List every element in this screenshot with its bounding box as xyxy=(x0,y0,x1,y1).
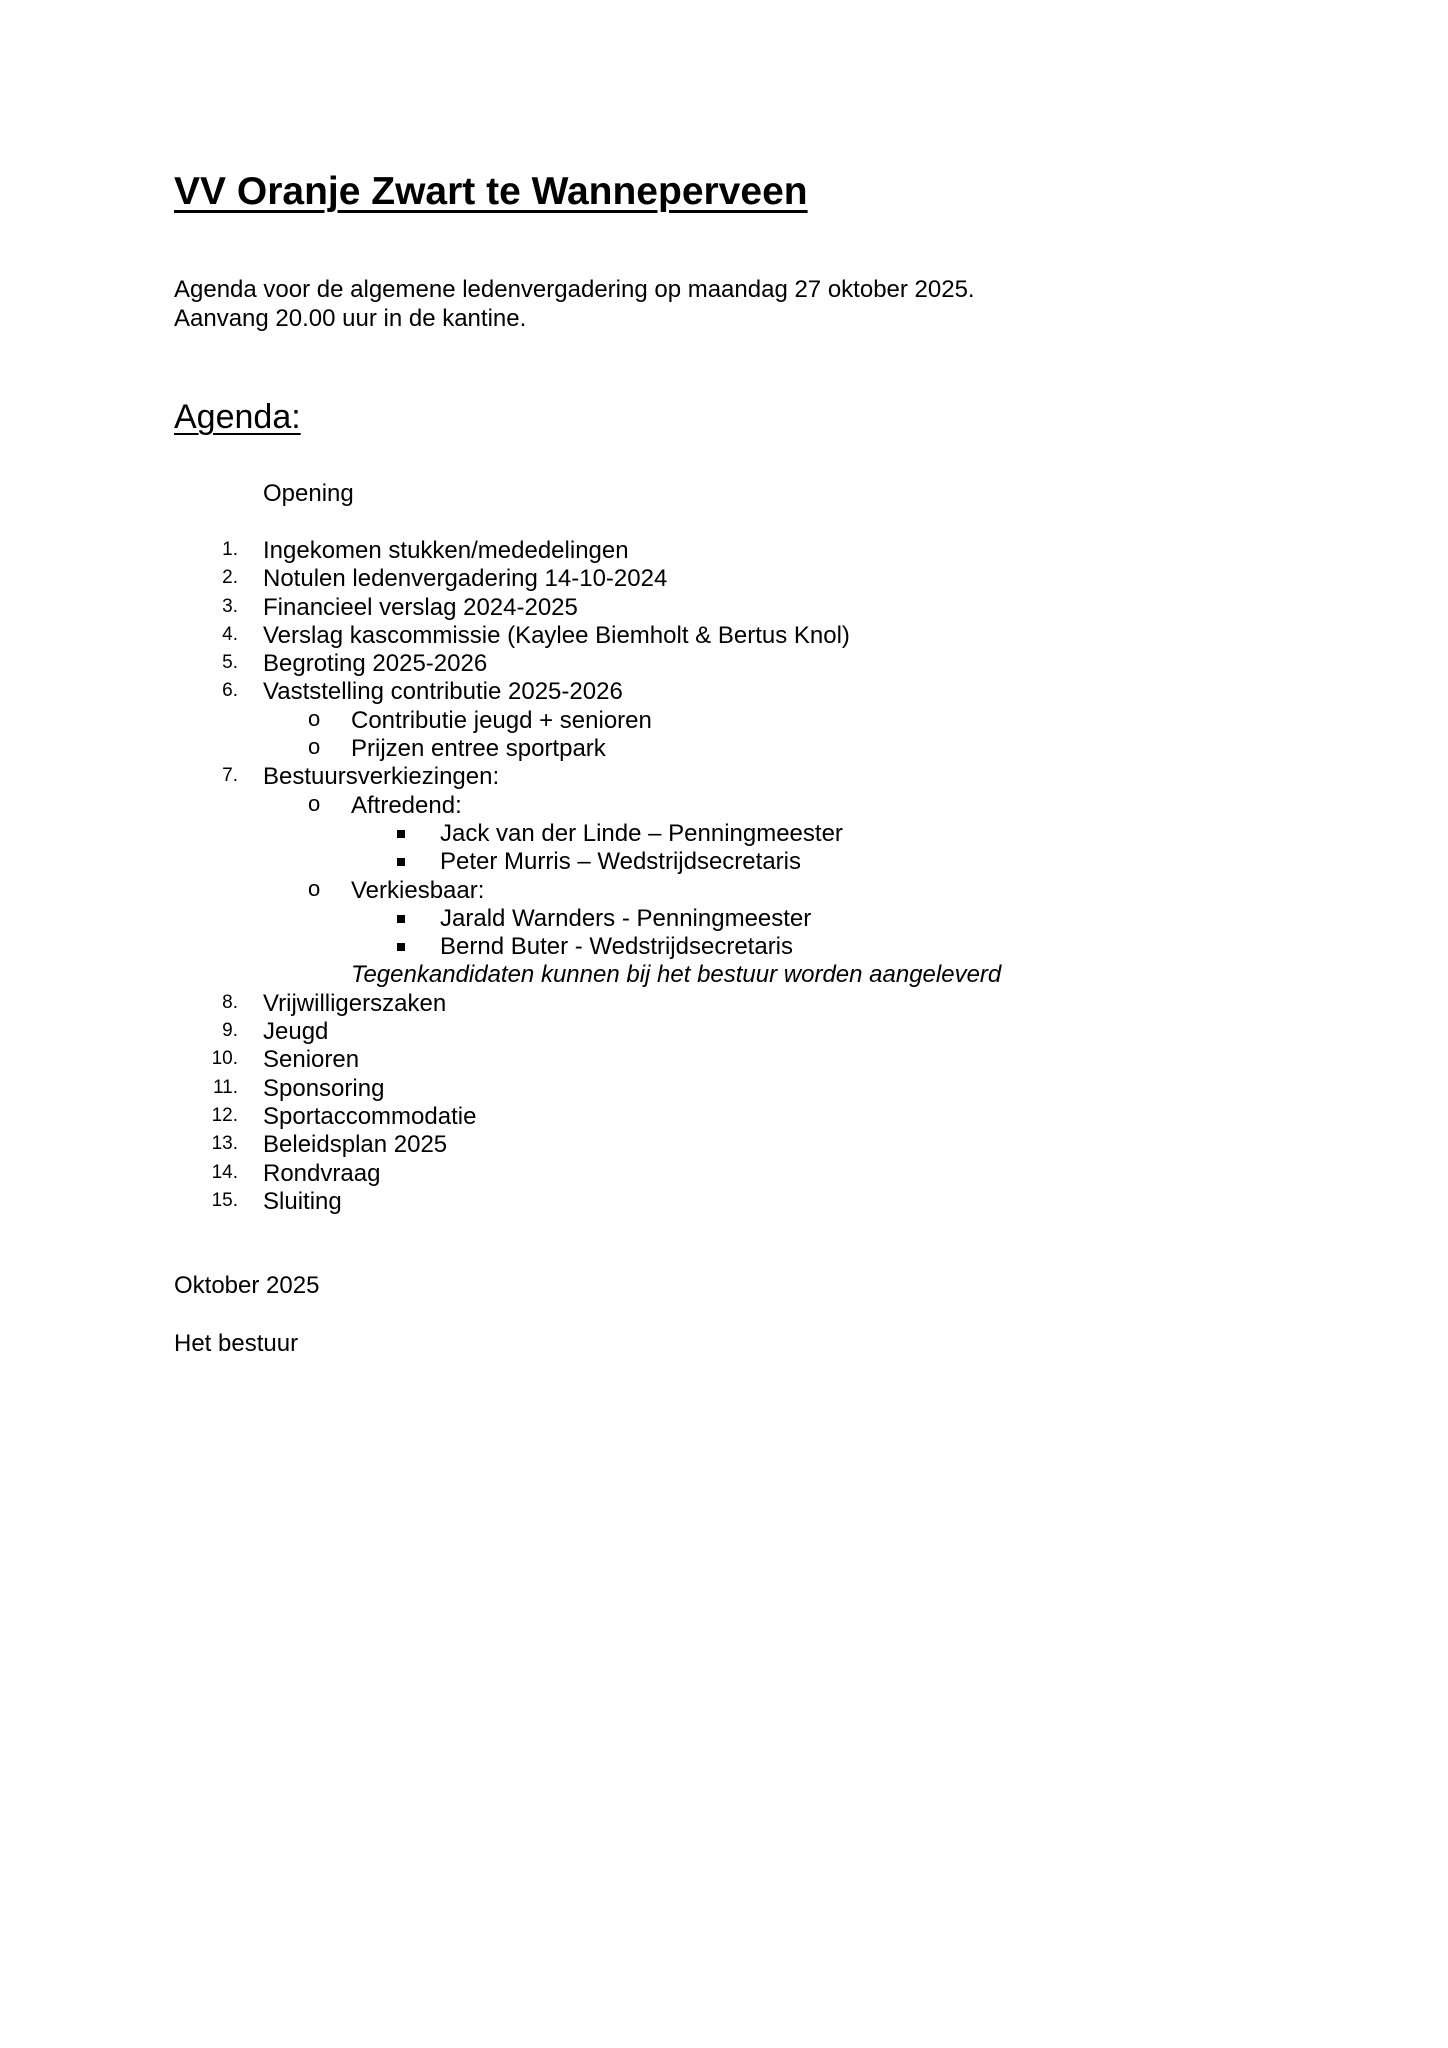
agenda-item-text: Financieel verslag 2024-2025 xyxy=(263,593,578,621)
footer-signature: Het bestuur xyxy=(174,1330,299,1357)
agenda-item-text: Ingekomen stukken/mededelingen xyxy=(263,537,629,564)
agenda-subitem-text: Contributie jeugd + senioren xyxy=(351,706,652,734)
agenda-item-number: 13. xyxy=(211,1133,238,1155)
circle-bullet-icon: o xyxy=(308,875,321,901)
candidate-text: Jarald Warnders - Penningmeester xyxy=(440,904,812,932)
agenda-item-text: Senioren xyxy=(263,1046,360,1074)
square-bullet-icon xyxy=(397,943,405,951)
candidate-text: Jack van der Linde – Penningmeester xyxy=(440,819,843,847)
agenda-item-number: 3. xyxy=(222,595,238,617)
agenda-item-number: 2. xyxy=(222,567,238,589)
agenda-item-text: Verslag kascommissie (Kaylee Biemholt & Bertus Knol) xyxy=(263,621,850,649)
agenda-item-text: Sponsoring xyxy=(263,1074,385,1102)
agenda-item-number: 1. xyxy=(222,539,238,560)
agenda-subitem-text: Prijzen entree sportpark xyxy=(351,735,606,763)
candidate-text: Bernd Buter - Wedstrijdsecretaris xyxy=(440,933,794,961)
agenda-subitem-text: Aftredend: xyxy=(351,791,462,819)
circle-bullet-icon: o xyxy=(308,734,321,760)
agenda-item-text: Notulen ledenvergadering 14-10-2024 xyxy=(263,565,668,593)
footer-date: Oktober 2025 xyxy=(174,1272,320,1299)
agenda-item-text: Vaststelling contributie 2025-2026 xyxy=(263,678,623,706)
intro-line-start-time: Aanvang 20.00 uur in de kantine. xyxy=(174,305,527,332)
agenda-item-number: 8. xyxy=(222,991,238,1013)
agenda-item-text: Beleidsplan 2025 xyxy=(263,1131,448,1159)
intro-line-meeting: Agenda voor de algemene ledenvergadering op maandag 27 oktober 2025. xyxy=(174,276,975,303)
agenda-item-text: Sluiting xyxy=(263,1187,342,1215)
square-bullet-icon xyxy=(397,858,405,866)
circle-bullet-icon: o xyxy=(308,705,321,731)
circle-bullet-icon: o xyxy=(308,790,321,816)
agenda-item-number: 10. xyxy=(211,1048,238,1070)
agenda-subitem-text: Verkiesbaar: xyxy=(351,876,485,904)
agenda-item-text: Bestuursverkiezingen: xyxy=(263,763,500,791)
agenda-item-number: 7. xyxy=(222,765,238,787)
square-bullet-icon xyxy=(397,830,405,838)
intro-block xyxy=(174,275,975,333)
agenda-item-number: 12. xyxy=(211,1104,238,1126)
agenda-item-text: Vrijwilligerszaken xyxy=(263,989,447,1017)
agenda-item-text: Rondvraag xyxy=(263,1159,381,1187)
agenda-item-number: 14. xyxy=(211,1161,238,1183)
agenda-item-text: Jeugd xyxy=(263,1018,329,1046)
document-title: VV Oranje Zwart te Wanneperveen xyxy=(174,170,808,213)
agenda-item-number: 11. xyxy=(212,1076,238,1098)
agenda-item-number: 4. xyxy=(222,623,238,645)
agenda-item-number: 6. xyxy=(222,680,238,702)
candidacy-note-text: Tegenkandidaten kunnen bij het bestuur worden aangeleverd xyxy=(351,961,1002,989)
candidate-text: Peter Murris – Wedstrijdsecretaris xyxy=(440,848,801,876)
agenda-opening: Opening xyxy=(263,480,354,507)
agenda-item-number: 9. xyxy=(222,1020,238,1042)
agenda-heading: Agenda: xyxy=(174,398,301,436)
agenda-item-text: Sportaccommodatie xyxy=(263,1102,477,1130)
agenda-item-number: 15. xyxy=(211,1189,238,1211)
agenda-item-number: 5. xyxy=(222,652,238,674)
square-bullet-icon xyxy=(397,915,405,923)
agenda-item-text: Begroting 2025-2026 xyxy=(263,650,488,678)
